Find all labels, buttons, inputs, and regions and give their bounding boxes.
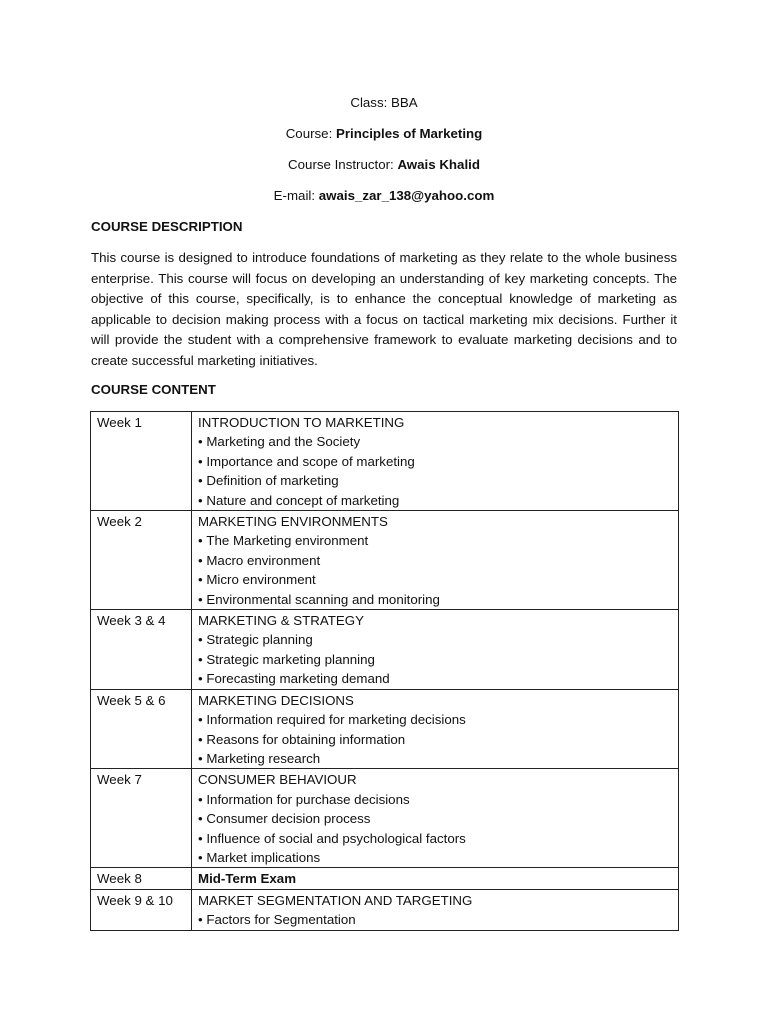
topic-title: MARKETING ENVIRONMENTS: [198, 514, 388, 530]
topic-cell: [192, 412, 679, 511]
table-row: [91, 610, 679, 690]
class-label: Class:: [350, 95, 388, 110]
topic-list: [198, 910, 672, 929]
table-row: [91, 511, 679, 610]
email-label: E-mail:: [273, 188, 316, 203]
table-row: [91, 769, 679, 868]
instructor-label: Course Instructor:: [288, 157, 394, 172]
list-item: • Marketing research: [198, 749, 672, 768]
topic-cell: [192, 511, 679, 610]
course-line: [0, 125, 768, 143]
topic-list: [198, 630, 672, 688]
week-cell: Week 5 & 6: [91, 689, 192, 769]
course-description-text: This course is designed to introduce foundations of marketing as they relate to the whole business enterprise. This course will focus on developing an understanding of key marketing concepts. The objective of this course, specifically, is to enhance the conceptual knowledge of marketing as applicable to decision making process with a focus on tactical marketing mix decisions. Further it will provide the student with a comprehensive framework to evaluate marketing decisions and to create successful marketing initiatives.: [91, 250, 677, 368]
list-item: • Forecasting marketing demand: [198, 669, 672, 688]
topic-title: CONSUMER BEHAVIOUR: [198, 772, 357, 788]
topic-title: MARKETING & STRATEGY: [198, 613, 364, 629]
list-item: • Definition of marketing: [198, 471, 672, 490]
list-item: • Micro environment: [198, 570, 672, 589]
topic-title: INTRODUCTION TO MARKETING: [198, 415, 405, 430]
list-item: • Market implications: [198, 848, 672, 867]
week-cell: Week 3 & 4: [91, 610, 192, 690]
list-item: • Environmental scanning and monitoring: [198, 590, 672, 609]
list-item: • Reasons for obtaining information: [198, 730, 672, 749]
table-row: [91, 868, 679, 889]
table-row: [91, 412, 679, 511]
list-item: • Strategic planning: [198, 630, 672, 649]
list-item: • Influence of social and psychological factors: [198, 829, 672, 848]
topic-cell: [192, 689, 679, 769]
topic-cell: [192, 610, 679, 690]
list-item: • Consumer decision process: [198, 809, 672, 828]
week-cell: Week 8: [91, 868, 192, 889]
instructor-line: [0, 156, 768, 174]
topic-title: MARKET SEGMENTATION AND TARGETING: [198, 892, 473, 908]
course-content-heading: COURSE CONTENT: [91, 382, 216, 397]
week-cell: Week 7: [91, 769, 192, 868]
instructor-value: Awais Khalid: [397, 157, 480, 172]
table-row: [91, 689, 679, 769]
list-item: • Macro environment: [198, 551, 672, 570]
topic-list: [198, 710, 672, 768]
course-content-table: [90, 411, 679, 931]
week-cell: Week 9 & 10: [91, 889, 192, 930]
table-row: [91, 889, 679, 930]
list-item: • Nature and concept of marketing: [198, 491, 672, 510]
topic-list: [198, 432, 672, 510]
topic-title: MARKETING DECISIONS: [198, 692, 354, 708]
course-description-heading: COURSE DESCRIPTION: [91, 219, 243, 234]
topic-cell: [192, 868, 679, 889]
email-value[interactable]: awais_zar_138@yahoo.com: [318, 188, 495, 203]
list-item: • Information for purchase decisions: [198, 790, 672, 809]
class-value: BBA: [391, 95, 418, 110]
list-item: • Factors for Segmentation: [198, 910, 672, 929]
week-cell: Week 2: [91, 511, 192, 610]
course-label: Course:: [285, 126, 333, 141]
class-line: [0, 94, 768, 112]
topic-list: [198, 790, 672, 868]
list-item: • Importance and scope of marketing: [198, 452, 672, 471]
topic-title: Mid-Term Exam: [198, 871, 297, 887]
list-item: • Marketing and the Society: [198, 432, 672, 451]
topic-cell: [192, 769, 679, 868]
topic-cell: [192, 889, 679, 930]
list-item: • Information required for marketing decisions: [198, 710, 672, 729]
email-line: [0, 187, 768, 205]
list-item: • The Marketing environment: [198, 531, 672, 550]
list-item: • Strategic marketing planning: [198, 650, 672, 669]
course-value: Principles of Marketing: [335, 126, 483, 141]
course-content-rows: [91, 412, 679, 931]
week-cell: Week 1: [91, 412, 192, 511]
topic-list: [198, 531, 672, 609]
